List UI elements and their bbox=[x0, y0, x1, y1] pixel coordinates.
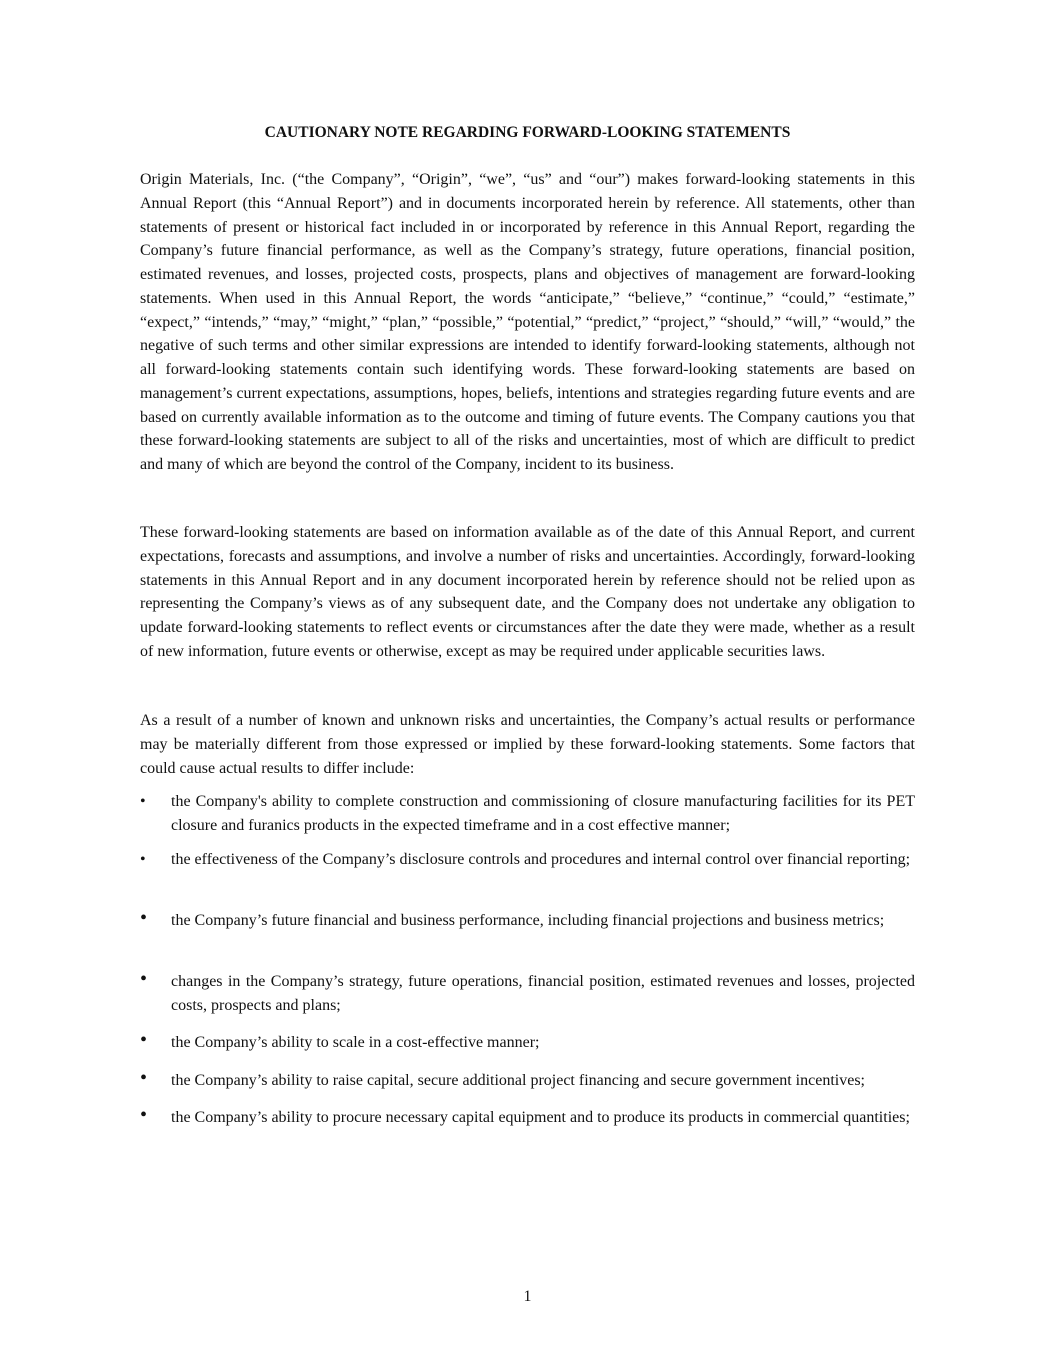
bullet-icon: • bbox=[140, 907, 148, 929]
bullet-text: the Company’s future financial and business performance, including financial projections and business metrics; bbox=[171, 912, 885, 929]
bullet-item bbox=[140, 1031, 915, 1055]
paragraph-intro: Origin Materials, Inc. (“the Company”, “Origin”, “we”, “us” and “our”) makes forward-looking statements in this Annual Report (this “Annual Report”) and in documents incorporated herein by reference. All statements, other than statements of present or historical fact included in or incorporated by reference in this Annual Report, regarding the Company’s future financial performance, as well as the Company’s strategy, future operations, financial position, estimated revenues, and losses, projected costs, prospects, plans and objectives of management are forward-looking statements. When used in this Annual Report, the words “anticipate,” “believe,” “continue,” “could,” “estimate,” “expect,” “intends,” “may,” “might,” “plan,” “possible,” “potential,” “predict,” “project,” “should,” “will,” “would,” the negative of such terms and other similar expressions are intended to identify forward-looking statements, although not all forward-looking statements contain such identifying words. These forward-looking statements are based on management’s current expectations, assumptions, hopes, beliefs, intentions and strategies regarding future events and are based on currently available information as to the outcome and timing of future events. The Company cautions you that these forward-looking statements are subject to all of the risks and uncertainties, most of which are difficult to predict and many of which are beyond the control of the Company, incident to its business. bbox=[140, 171, 915, 473]
bullet-icon: • bbox=[140, 851, 146, 868]
bullet-item bbox=[140, 848, 915, 872]
bullet-text: the Company’s ability to raise capital, secure additional project financing and secure government incentives; bbox=[171, 1072, 865, 1089]
bullet-icon: • bbox=[140, 1067, 148, 1089]
paragraph-basis: These forward-looking statements are based on information available as of the date of this Annual Report, and current expectations, forecasts and assumptions, and involve a number of risks and uncertainties. Accordingly, forward-looking statements in this Annual Report and in any document incorporated herein by reference should not be relied upon as representing the Company’s views as of any subsequent date, and the Company does not undertake any obligation to update forward-looking statements to reflect events or circumstances after the date they were made, whether as a result of new information, future events or otherwise, except as may be required under applicable securities laws. bbox=[140, 524, 915, 660]
bullet-icon: • bbox=[140, 1029, 148, 1051]
bullet-item bbox=[140, 790, 915, 838]
bullet-text: the Company's ability to complete construction and commissioning of closure manufacturing facilities for its PET closure and furanics products in the expected timeframe and in a cost effective manner; bbox=[171, 793, 915, 834]
bullet-item bbox=[140, 909, 915, 933]
paragraph-factors: As a result of a number of known and unknown risks and uncertainties, the Company’s actual results or performance may be materially different from those expressed or implied by these forward-looking statements. Some factors that could cause actual results to differ include: bbox=[140, 712, 915, 777]
bullet-text: changes in the Company’s strategy, future operations, financial position, estimated revenues and losses, projected costs, prospects and plans; bbox=[171, 973, 915, 1014]
page-number: 1 bbox=[523, 1288, 532, 1305]
bullet-text: the Company’s ability to procure necessary capital equipment and to produce its products in commercial quantities; bbox=[171, 1109, 910, 1126]
bullet-text: the effectiveness of the Company’s disclosure controls and procedures and internal control over financial reporting; bbox=[171, 851, 911, 868]
bullet-icon: • bbox=[140, 1104, 148, 1126]
section-title: CAUTIONARY NOTE REGARDING FORWARD-LOOKING STATEMENTS bbox=[264, 124, 791, 141]
bullet-icon: • bbox=[140, 793, 146, 810]
bullet-icon: • bbox=[140, 968, 148, 990]
bullet-text: the Company’s ability to scale in a cost-effective manner; bbox=[171, 1034, 540, 1051]
bullet-item bbox=[140, 1069, 915, 1093]
bullet-item bbox=[140, 970, 915, 1018]
bullet-item bbox=[140, 1106, 915, 1130]
